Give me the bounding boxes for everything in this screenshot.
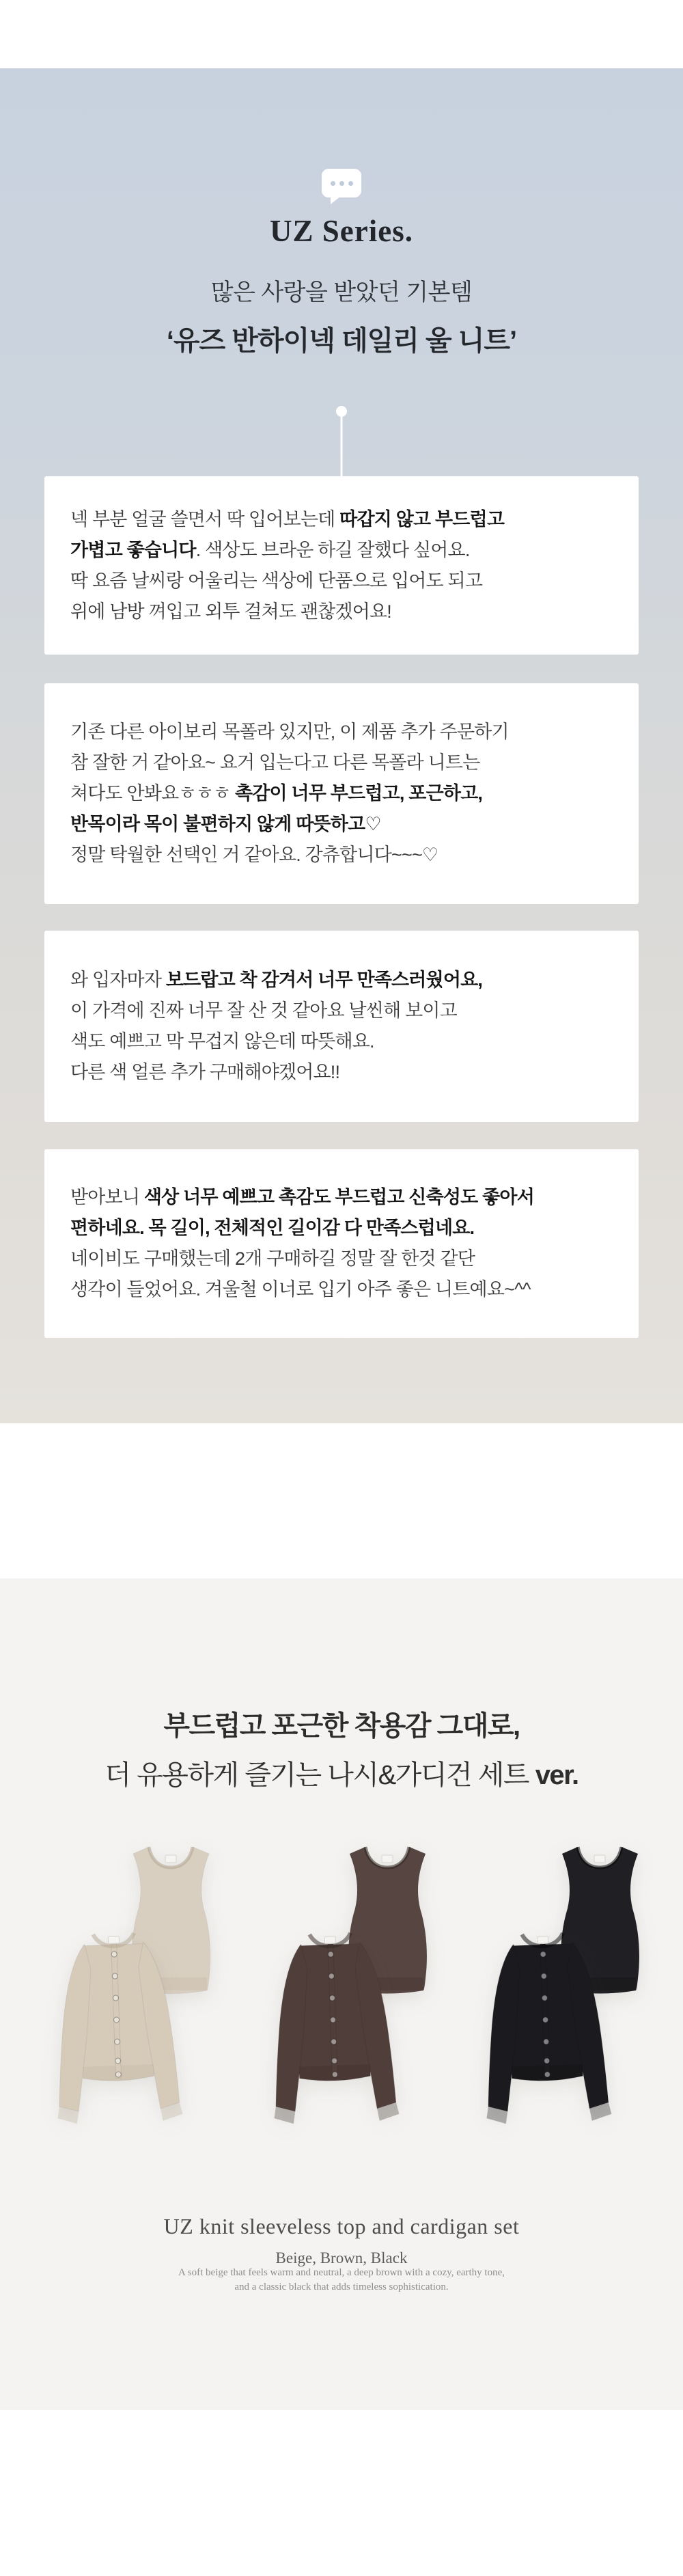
- review-text-segment: 편하네요. 목 길이, 전체적인 길이감 다 만족스럽네요.: [70, 1218, 475, 1238]
- set-english-title: UZ knit sleeveless top and cardigan set: [163, 2214, 520, 2238]
- chat-bubble-icon: [322, 169, 361, 197]
- review-line: [70, 1026, 613, 1057]
- review-text-segment: 이 가격에 진짜 너무 잘 산 것 같아요 날씬해 보이고: [70, 1000, 457, 1021]
- product-set: [27, 1838, 239, 2166]
- review-line: [70, 1274, 613, 1305]
- review-text-segment: 가볍고 좋습니다: [70, 539, 196, 560]
- bubble-dot: [331, 181, 335, 186]
- review-text-segment: 쳐다도 안봐요ㅎㅎㅎ: [70, 783, 235, 804]
- review-text-segment: 딱 요즘 날씨랑 어울리는 색상에 단품으로 입어도 되고: [70, 570, 483, 591]
- review-text-segment: 정말 탁월한 선택인 거 같아요. 강츄합니다~~~♡: [70, 845, 438, 865]
- review-line: [70, 996, 613, 1026]
- review-card: [44, 1149, 639, 1338]
- cardigan-image: [457, 1923, 636, 2135]
- review-line: [70, 504, 613, 535]
- review-text-segment: 위에 남방 껴입고 외투 걸쳐도 괜찮겠어요!: [70, 601, 392, 622]
- product-set: [456, 1838, 668, 2166]
- review-text-segment: 생각이 들었어요. 겨울철 이너로 입기 아주 좋은 니트예요~^^: [70, 1279, 531, 1300]
- review-text-segment: 와 입자마자: [70, 970, 166, 990]
- review-line: [70, 1244, 613, 1274]
- intro-product-name: ‘유즈 반하이넥 데일리 울 니트’: [166, 326, 517, 356]
- review-text-segment: 반목이라 목이 불편하지 않게 따뜻하고♡: [70, 814, 381, 834]
- set-caption-line2: and a classic black that adds timeless sophistication.: [234, 2282, 449, 2292]
- review-text-segment: . 색상도 브라운 하길 잘했다 싶어요.: [195, 539, 470, 560]
- review-text-segment: 기존 다른 아이보리 목폴라 있지만, 이 제품 추가 주문하기: [70, 722, 509, 742]
- bubble-dot: [348, 181, 353, 186]
- review-line: [70, 748, 613, 778]
- set-heading-line2: [0, 1753, 683, 1792]
- review-text-segment: 따갑지 않고 부드럽고: [339, 508, 505, 530]
- review-section: [0, 68, 683, 1423]
- review-line: [70, 597, 613, 627]
- bubble-dot: [339, 181, 344, 186]
- review-line: [70, 778, 613, 809]
- review-text-segment: 다른 색 얼른 추가 구매해야겠어요!!: [70, 1062, 340, 1082]
- review-card: [44, 683, 639, 904]
- intro-subtitle: 많은 사랑을 받았던 기본템: [210, 279, 473, 305]
- review-text-segment: 참 잘한 거 같아요~ 요거 입는다고 다른 목폴라 니트는: [70, 752, 480, 773]
- cardigan-image: [245, 1923, 423, 2135]
- connector-dot: [336, 406, 347, 417]
- review-line: [70, 1213, 613, 1244]
- review-text-segment: 색도 예쁘고 막 무겁지 않은데 따뜻해요.: [70, 1031, 374, 1052]
- review-line: [70, 717, 613, 748]
- review-text-segment: 네이비도 구매했는데 2개 구매하길 정말 잘 한것 같단: [70, 1248, 475, 1269]
- set-color-list: Beige, Brown, Black: [275, 2249, 408, 2266]
- set-heading-version-label: ver.: [535, 1760, 579, 1790]
- review-line: [70, 1182, 613, 1213]
- review-text-segment: 색상 너무 예쁘고 촉감도 부드럽고 신축성도 좋아서: [143, 1187, 534, 1207]
- review-card: [44, 931, 639, 1122]
- product-set: [244, 1838, 456, 2166]
- connector-line: [341, 416, 343, 477]
- review-line: [70, 535, 613, 566]
- review-line: [70, 1057, 613, 1088]
- set-caption-line1: A soft beige that feels warm and neutral, a deep brown with a cozy, earthy tone,: [178, 2267, 505, 2278]
- cardigan-set-section: [0, 1578, 683, 2410]
- series-title: UZ Series.: [270, 214, 413, 248]
- review-card: [44, 476, 639, 655]
- review-line: [70, 566, 613, 597]
- set-heading-line2-text: 더 유용하게 즐기는 나시&가디건 세트: [104, 1760, 535, 1790]
- review-text-segment: 넥 부분 얼굴 쓸면서 딱 입어보는데: [70, 508, 340, 530]
- set-heading-line1: 부드럽고 포근한 착용감 그대로,: [163, 1711, 520, 1741]
- review-line: [70, 840, 613, 871]
- review-line: [70, 809, 613, 840]
- cardigan-image: [28, 1923, 207, 2135]
- review-text-segment: 촉감이 너무 부드럽고, 포근하고,: [234, 783, 483, 804]
- review-text-segment: 보드랍고 착 감겨서 너무 만족스러웠어요,: [165, 970, 483, 990]
- review-line: [70, 965, 613, 996]
- review-text-segment: 받아보니: [70, 1187, 144, 1207]
